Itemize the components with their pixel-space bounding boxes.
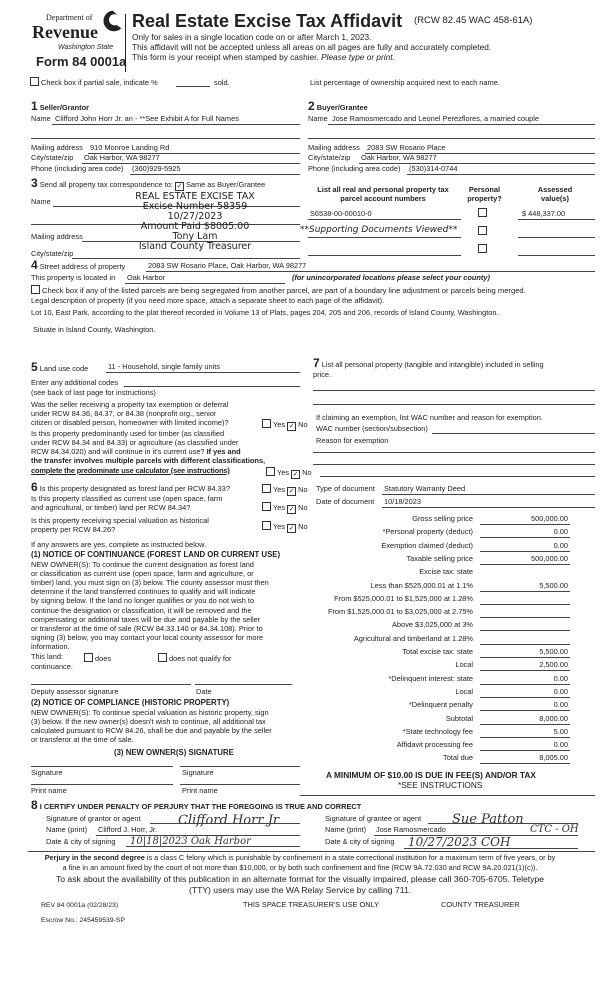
tax-row-label: Agricultural and timberland at 1.28% xyxy=(353,633,473,643)
new-owner-signature-title: (3) NEW OWNER(S) SIGNATURE xyxy=(114,748,234,757)
seller-city-field[interactable]: Oak Harbor, WA 98277 xyxy=(84,153,160,162)
line xyxy=(328,124,595,125)
print-name-label: Print name xyxy=(182,786,218,795)
tax-row-value[interactable]: 500,000.00 xyxy=(531,514,568,523)
sec3-label: Send all property tax correspondence to: xyxy=(39,180,173,189)
partial-label: Check box if partial sale, indicate % xyxy=(41,78,158,87)
seller-heading xyxy=(31,100,89,114)
notice-line: NEW OWNER(S): To continue special valuation as historic property, sign xyxy=(31,708,269,717)
buyer-mail-field[interactable]: 2083 SW Rosario Place xyxy=(367,143,446,152)
header-divider xyxy=(125,14,126,72)
tax-row-value[interactable]: 0.00 xyxy=(553,527,568,537)
this-land-label: This land: xyxy=(31,652,64,661)
q-text: and agricultural, or timber) land per RCW 84.34? xyxy=(31,503,191,512)
tax-row-value[interactable]: 8,005.00 xyxy=(539,753,568,763)
tax-row-line xyxy=(480,591,570,592)
print-name-label: Print name xyxy=(31,786,67,795)
stamp-line: 10/27/2023 xyxy=(167,211,223,222)
buyer-name-field[interactable]: Jose Ramosmercado and Leonel Perezflores, a married couple xyxy=(332,114,540,123)
yes-checkbox[interactable] xyxy=(262,419,271,428)
additional-codes-label: Enter any additional codes xyxy=(31,378,119,387)
tax-row-label: Less than $525,000.01 at 1.1% xyxy=(370,580,473,590)
yes-checkbox[interactable] xyxy=(262,502,271,511)
buyer-phone-field[interactable]: (530)314-0744 xyxy=(409,164,458,173)
seller-name-line xyxy=(52,124,300,125)
line xyxy=(308,237,461,238)
line xyxy=(125,283,285,284)
tax-row-line xyxy=(480,670,570,671)
forest-yes-no xyxy=(262,484,308,496)
form-number: Form 84 0001a xyxy=(36,54,127,69)
tax-row-line xyxy=(480,564,570,565)
no-label: No xyxy=(298,420,308,429)
sec7-heading xyxy=(313,357,544,371)
no-checkbox[interactable]: ✓ xyxy=(288,423,295,430)
q-text: citizen or disabled person, homeowner with limited income)? xyxy=(31,418,229,427)
sec3-mail-label: Mailing address xyxy=(31,232,83,241)
tax-row-line xyxy=(480,697,570,698)
perjury-note xyxy=(0,854,600,862)
parcel-col-header xyxy=(306,186,460,203)
notice-line: signing (3) below, you may contact your local county assessor for more xyxy=(31,632,264,642)
tax-row-label: Total excise tax: state xyxy=(402,647,473,656)
partial-sale-checkbox[interactable] xyxy=(30,77,39,86)
seller-mail-label: Mailing address xyxy=(31,143,83,152)
line xyxy=(150,823,300,824)
buyer-heading xyxy=(308,100,368,114)
perjury-bold: Perjury in the second degree xyxy=(44,853,145,862)
notice-line: or transferor at the time of sale (RCW 84.33.140 or 84.34.108). Prior to xyxy=(31,623,263,633)
grantee-date-label: Date & city of signing xyxy=(325,837,395,846)
notice-line: determine if the land transferred continues to qualify and will indicate xyxy=(31,587,256,597)
h: Personal xyxy=(468,185,501,194)
grantor-signature[interactable]: Clifford Horr Jr xyxy=(178,813,280,828)
q: Is this property designated as forest land per RCW 84.33? xyxy=(39,484,230,493)
sec7-label: List all personal property (tangible and intangible) included in selling xyxy=(321,360,544,369)
tax-row-value[interactable]: 0.00 xyxy=(553,686,568,696)
land-use-code-field[interactable]: 11 - Household, single family units xyxy=(108,362,221,371)
h: List all real and personal property tax xyxy=(317,185,449,194)
seller-city-label: City/state/zip xyxy=(31,153,74,162)
tax-row-label: Local xyxy=(455,660,473,670)
notice-line: or classification as current use (open space, farm and agriculture, or xyxy=(31,569,254,579)
sec4-label: Street address of property xyxy=(39,262,126,271)
yes-label: Yes xyxy=(273,522,286,531)
additional-codes-field[interactable] xyxy=(124,386,300,387)
assessed-col-header xyxy=(520,186,590,203)
line xyxy=(518,255,595,256)
does-option xyxy=(84,653,111,664)
seller-title: Seller/Grantor xyxy=(39,103,90,112)
reason-field[interactable] xyxy=(313,464,595,465)
reason-field[interactable] xyxy=(313,452,595,453)
location-field[interactable]: Oak Harbor xyxy=(127,273,166,282)
yes-checkbox[interactable] xyxy=(262,484,271,493)
does-checkbox[interactable] xyxy=(84,653,93,662)
stamp-line: Tony Lam xyxy=(172,231,218,242)
does-not-option xyxy=(158,653,231,664)
tax-row-label: Affidavit processing fee xyxy=(396,740,473,750)
section-number: 3 xyxy=(31,176,38,190)
q-text: Is this property receiving special valuation as historical xyxy=(31,516,209,525)
yes-label: Yes xyxy=(273,420,286,429)
sec5-heading xyxy=(31,361,88,375)
yes-label: Yes xyxy=(273,485,286,494)
tax-row-line xyxy=(480,737,570,738)
doc-type-field[interactable]: Statutory Warranty Deed xyxy=(384,484,466,493)
exemption-note: If claiming an exemption, list WAC number and reason for exemption. xyxy=(316,413,543,422)
tax-row-value[interactable]: 5.00 xyxy=(553,726,568,736)
see-instructions: *SEE INSTRUCTIONS xyxy=(398,780,483,790)
section-number: 4 xyxy=(31,258,38,272)
seg-label: Check box if any of the listed parcels are being segregated from another parcel, are part of a boundary line adjustment or parcels being merged. xyxy=(42,286,526,295)
no-label: No xyxy=(298,522,308,531)
stamp-line: Island County Treasurer xyxy=(138,241,252,252)
subtitle-3 xyxy=(132,53,395,63)
buyer-city-label: City/state/zip xyxy=(308,153,351,162)
tax-row-line xyxy=(480,724,570,725)
minimum-due-note: A MINIMUM OF $10.00 IS DUE IN FEE(S) AND/OR TAX xyxy=(326,770,536,780)
line xyxy=(308,138,595,139)
line xyxy=(382,494,595,495)
line xyxy=(404,848,578,849)
segregated xyxy=(31,285,526,296)
tax-row-label: *Delinquent penalty xyxy=(408,700,473,710)
deputy-date-field[interactable] xyxy=(195,684,292,685)
owner-signature-field[interactable] xyxy=(180,766,300,767)
q: RCW 84.34.020) and will continue in it's current use? xyxy=(31,447,207,456)
doc-type-label: Type of document xyxy=(316,484,375,493)
yes-label: Yes xyxy=(273,503,286,512)
seller-phone-label: Phone (including area code) xyxy=(31,164,124,173)
does-label: does xyxy=(95,654,112,663)
legal-situate[interactable]: Situate in Island County, Washington. xyxy=(33,325,156,334)
tax-row-label: From $1,525,000.01 to $3,025,000 at 2.75% xyxy=(327,607,473,617)
personal-property-checkbox[interactable] xyxy=(478,208,487,217)
ownership-note: List percentage of ownership acquired next to each name. xyxy=(310,78,500,87)
signature-label: Signature xyxy=(182,768,214,777)
q-text: the transfer involves multiple parcels with different classifications, xyxy=(31,456,266,465)
section-number: 5 xyxy=(31,360,38,374)
q-text: property per RCW 84.26? xyxy=(31,525,116,534)
wac-field[interactable] xyxy=(432,433,595,434)
additional-codes-note: (see back of last page for instructions) xyxy=(31,388,156,397)
tax-row-value[interactable]: 0.00 xyxy=(553,700,568,710)
line xyxy=(308,255,461,256)
wac-label: WAC number (section/subsection) xyxy=(316,424,428,433)
sec8-heading xyxy=(31,799,361,813)
accessibility-note: To ask about the availability of this publication in an alternate format for the visually impaired, please call 360-705-6705. Teletype xyxy=(55,874,545,884)
no-checkbox[interactable]: ✓ xyxy=(292,471,299,478)
tax-row-label: *State technology fee xyxy=(402,726,473,736)
tax-row-label: Taxable selling price xyxy=(406,553,473,563)
reason-field[interactable] xyxy=(320,476,595,477)
tax-row-line xyxy=(480,763,570,764)
line xyxy=(382,507,595,508)
legal-description[interactable]: Lot 10, East Park, according to the plat thereof recorded in Volume 13 of Plats, pages 204, 205 and 206, records of Island County, Washington. xyxy=(31,308,499,317)
h: value(s) xyxy=(541,193,569,203)
tax-row-value[interactable]: 0.00 xyxy=(553,540,568,550)
seller-phone-field[interactable]: (360)929-5925 xyxy=(132,164,181,173)
treasurer-space: THIS SPACE TREASURER'S USE ONLY xyxy=(243,900,380,909)
grantee-name-label: Name (print) xyxy=(325,825,367,834)
section-number: 7 xyxy=(313,356,320,370)
timber-yes-no xyxy=(266,467,312,479)
sec3-heading xyxy=(31,177,265,191)
buyer-title: Buyer/Grantee xyxy=(316,103,368,112)
deputy-label: Deputy assessor signature xyxy=(31,687,119,696)
line xyxy=(130,174,300,175)
tax-row-label: *Personal property (deduct) xyxy=(382,527,473,537)
owner-print-field[interactable] xyxy=(180,784,300,785)
tax-row-value[interactable]: 0.00 xyxy=(553,673,568,683)
no-label: No xyxy=(302,468,312,477)
tax-row-label: Exemption claimed (deduct) xyxy=(381,540,473,550)
tax-row-value[interactable]: 500,000.00 xyxy=(531,553,568,563)
personal-property-field[interactable] xyxy=(313,390,595,391)
grantor-date-field[interactable]: 10|18|2023 Oak Harbor xyxy=(130,836,251,847)
divider xyxy=(28,851,595,852)
logo-dept: Department of xyxy=(46,13,93,22)
section-number: 8 xyxy=(31,798,38,812)
sec4-heading xyxy=(31,259,125,273)
tax-row-line xyxy=(480,604,570,605)
notice-continuance-title: (1) NOTICE OF CONTINUANCE (FOREST LAND OR CURRENT USE) xyxy=(31,550,281,559)
notice-line: NEW OWNER(S): To continue the current designation as forest land xyxy=(31,560,254,569)
partial-sale xyxy=(30,77,158,88)
line xyxy=(126,846,300,847)
section-number: 6 xyxy=(31,480,38,494)
tax-row-label: Total due xyxy=(443,753,473,763)
notice-line: (3) below. If the new owner(s) doesn't wish to continue, all additional tax xyxy=(31,717,266,727)
current-use-yes-no xyxy=(262,502,308,514)
same-as-buyer-checkbox[interactable]: ✓ xyxy=(176,183,183,190)
line xyxy=(518,237,595,238)
subtitle-3b: Please type or print. xyxy=(321,52,395,62)
q: If yes and xyxy=(206,447,241,456)
line xyxy=(518,219,595,220)
tax-row-line xyxy=(480,524,570,525)
line xyxy=(407,174,595,175)
tax-row-value[interactable]: 5,500.00 xyxy=(539,580,568,590)
rcw-reference: (RCW 82.45 WAC 458-61A) xyxy=(414,15,533,26)
section-number: 1 xyxy=(31,99,38,113)
grantee-date-field[interactable]: 10/27/2023 COH xyxy=(408,835,511,849)
exemption-yes-no xyxy=(262,419,308,431)
notice-line: or transferor at the time of sale. xyxy=(31,735,134,745)
q-text: Is this property classified as current use (open space, farm xyxy=(31,494,223,503)
location-label: This property is located in xyxy=(31,273,116,282)
tax-row-line xyxy=(480,710,570,711)
line xyxy=(96,835,300,836)
tax-row-line xyxy=(480,684,570,685)
grantor-name-label: Name (print) xyxy=(46,825,88,834)
line xyxy=(106,372,300,373)
q-text: under RCW 84.36, 84.37, or 84.38 (nonprofit org., senior xyxy=(31,409,217,418)
seller-mail-field[interactable]: 910 Monroe Landing Rd xyxy=(90,143,170,152)
segregated-checkbox[interactable] xyxy=(31,285,40,294)
accessibility-note-2: (TTY) users may use the WA Relay Service by calling 711. xyxy=(188,885,412,895)
personal-property-checkbox[interactable] xyxy=(478,226,487,235)
tax-row-line xyxy=(480,750,570,751)
q-text: complete the predominate use calculator (see instructions) xyxy=(31,466,230,475)
supporting-docs-stamp: **Supporting Documents Viewed** xyxy=(300,225,458,235)
same-as-buyer-label: Same as Buyer/Grantee xyxy=(185,180,266,189)
ifany-text: If any answers are yes, complete as instructed below. xyxy=(31,540,206,549)
revision-code: REV 84 0001a (02/28/23) xyxy=(41,902,119,909)
personal-col-header xyxy=(462,186,507,203)
no-checkbox[interactable]: ✓ xyxy=(288,525,295,532)
tax-row-line xyxy=(480,551,570,552)
tax-row-value[interactable]: 0.00 xyxy=(553,740,568,750)
grantor-date-label: Date & city of signing xyxy=(46,837,116,846)
continuance-label: continuance. xyxy=(31,662,73,671)
no-label: No xyxy=(298,485,308,494)
personal-property-field[interactable] xyxy=(313,404,595,405)
land-use-label: Land use code xyxy=(39,364,89,373)
buyer-mail-label: Mailing address xyxy=(308,143,360,152)
buyer-city-field[interactable]: Oak Harbor, WA 98277 xyxy=(361,153,437,162)
county-treasurer: COUNTY TREASURER xyxy=(441,900,520,909)
stamp-line: REAL ESTATE EXCISE TAX xyxy=(135,191,255,202)
legal-label: Legal description of property (if you need more space, attach a separate sheet to each page of the affidavit). xyxy=(31,296,385,305)
grantor-signature-label: Signature of grantor or agent xyxy=(46,814,141,823)
certify-title: I CERTIFY UNDER PENALTY OF PERJURY THAT THE FOREGOING IS TRUE AND CORRECT xyxy=(39,802,362,811)
line xyxy=(374,835,578,836)
grantee-signature-label: Signature of grantee or agent xyxy=(325,814,422,823)
logo-state: Washington State xyxy=(58,44,114,51)
tax-row-label: Local xyxy=(455,686,473,696)
line xyxy=(428,823,578,824)
notice-line: by signing below. If the land no longer qualifies or you do not wish to xyxy=(31,596,255,606)
perjury-text: is a class C felony which is punishable by confinement in a state correctional institution for a maximum term of five years, or by xyxy=(144,853,556,862)
line xyxy=(146,271,595,272)
deputy-signature-field[interactable] xyxy=(31,684,191,685)
q-text: under RCW 84.34 and 84.33) or agriculture (as classified under xyxy=(31,438,239,447)
yes-label: Yes xyxy=(277,468,290,477)
sec3-city-label: City/state/zip xyxy=(31,249,74,258)
page-title: Real Estate Excise Tax Affidavit xyxy=(132,11,403,31)
h: property? xyxy=(467,193,502,203)
buyer-phone-label: Phone (including area code) xyxy=(308,164,401,173)
notice-line: timber) land, you must sign on (3) below. The county assessor must then xyxy=(31,578,269,588)
tax-row-line xyxy=(480,630,570,631)
sec6-heading xyxy=(31,481,230,495)
partial-percent-field[interactable] xyxy=(176,86,210,87)
no-label: No xyxy=(298,503,308,512)
tax-row-value[interactable]: 5,500.00 xyxy=(539,647,568,656)
does-not-checkbox[interactable] xyxy=(158,653,167,662)
assessed-value-field[interactable]: $ 448,337.00 xyxy=(522,209,566,218)
dor-logo-mark-icon xyxy=(102,9,123,33)
q-text: Was the seller receiving a property tax exemption or deferral xyxy=(31,400,229,409)
notice-line: continue the designation or classification, it will be removed and the xyxy=(31,605,252,615)
owner-print-field[interactable] xyxy=(31,784,173,785)
grantee-ctc: CTC - OH xyxy=(530,824,579,835)
grantee-signature[interactable]: Sue Patton xyxy=(452,812,524,827)
subtitle-2: This affidavit will not be accepted unless all areas on all pages are fully and accurately completed. xyxy=(132,42,492,52)
tax-row-line xyxy=(480,617,570,618)
sold-label: sold. xyxy=(214,78,230,87)
grantee-name-field[interactable]: Jose Ramosmercado xyxy=(376,825,446,834)
tax-row-label: From $525,000.01 to $1,525,000 at 1.28% xyxy=(334,593,473,603)
location-note: (for unincorporated locations please select your county) xyxy=(292,273,490,282)
tax-row-value[interactable]: 2,500.00 xyxy=(539,660,568,670)
subtitle-3a: This form is your receipt when stamped by cashier. xyxy=(132,52,322,62)
signature-label: Signature xyxy=(31,768,63,777)
seller-name-line2 xyxy=(31,138,300,139)
tax-row-line xyxy=(480,644,570,645)
tax-row-line xyxy=(480,657,570,658)
h: Assessed xyxy=(537,185,573,194)
does-not-label: does not qualify for xyxy=(169,654,232,663)
buyer-name-label: Name xyxy=(308,114,328,123)
q-text: Is this property predominantly used for timber (as classified xyxy=(31,429,225,438)
h: parcel account numbers xyxy=(340,193,426,203)
no-checkbox[interactable]: ✓ xyxy=(288,506,295,513)
line xyxy=(308,219,461,220)
parcel-number-field[interactable]: S6538-00-00010-0 xyxy=(310,209,372,218)
section-number: 2 xyxy=(308,99,315,113)
sec3-name-label: Name xyxy=(31,197,51,206)
tax-row-label: Subtotal xyxy=(445,713,473,723)
seller-name-label: Name xyxy=(31,114,51,123)
owner-signature-field[interactable] xyxy=(31,766,173,767)
yes-checkbox[interactable] xyxy=(266,467,275,476)
date-label: Date xyxy=(196,687,212,696)
grantor-name-field[interactable]: Clifford J. Horr, Jr. xyxy=(98,825,158,834)
seller-name-field[interactable]: Clifford John Horr Jr. an - **See Exhibit A for Full Names xyxy=(55,114,239,123)
tax-row-label: Above $3,025,000 at 3% xyxy=(392,620,473,630)
notice-line: information. xyxy=(31,641,70,651)
tax-row-label: Gross selling price xyxy=(412,514,473,523)
stamp-line: Excise Number 58359 xyxy=(142,201,248,212)
notice-compliance-title: (2) NOTICE OF COMPLIANCE (HISTORIC PROPERTY) xyxy=(31,698,230,707)
tax-row-label: *Delinquent interest: state xyxy=(388,673,473,683)
subtitle-1: Only for sales in a single location code on or after March 1, 2023. xyxy=(132,32,372,42)
divider xyxy=(300,795,595,796)
stamp-line: Amount Paid $8005.00 xyxy=(140,221,250,232)
doc-date-label: Date of document xyxy=(316,497,375,506)
notice-line: compensating or additional taxes will be due and payable by the seller xyxy=(31,614,261,624)
personal-property-checkbox[interactable] xyxy=(478,244,487,253)
yes-checkbox[interactable] xyxy=(262,521,271,530)
perjury-note-2: a fine in an amount fixed by the court of not more than $10,000, or by both such confinement and fine (RCW 9A.72.030 and RCW 9A.20.021(1)(c)). xyxy=(62,863,538,872)
property-address-field[interactable]: 2083 SW Rosario Place, Oak Harbor, WA 98277 xyxy=(148,261,307,270)
tax-row-value[interactable]: 8,000.00 xyxy=(539,713,568,723)
tax-row-label: Excise tax: state xyxy=(419,567,473,577)
tax-row-line xyxy=(480,537,570,538)
notice-line: calculated pursuant to RCW 84.26, shall be due and payable by the seller xyxy=(31,726,272,736)
reason-label: Reason for exemption xyxy=(316,436,389,445)
doc-date-field[interactable]: 10/18/2023 xyxy=(384,497,421,506)
treasurer-stamp xyxy=(40,192,300,256)
no-checkbox[interactable]: ✓ xyxy=(288,488,295,495)
escrow-number: Escrow No.: 245459539-SP xyxy=(41,917,125,924)
sec7-label2: price. xyxy=(313,370,332,379)
logo-revenue: Revenue xyxy=(32,22,98,42)
